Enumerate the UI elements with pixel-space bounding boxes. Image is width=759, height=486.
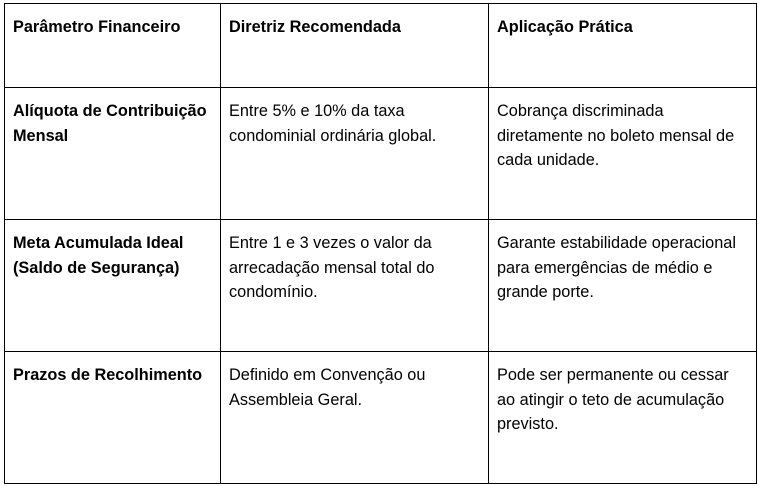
table-row [5, 352, 757, 484]
cell-parametro: Alíquota de Contribuição Mensal [5, 88, 221, 220]
cell-parametro: Meta Acumulada Ideal (Saldo de Segurança) [5, 220, 221, 352]
cell-diretriz: Entre 5% e 10% da taxa condominial ordinária global. [221, 88, 489, 220]
table-header-row [5, 4, 757, 88]
cell-aplicacao: Garante estabilidade operacional para emergências de médio e grande porte. [489, 220, 757, 352]
header-parametro-financeiro: Parâmetro Financeiro [5, 4, 221, 88]
financial-parameters-table-container [4, 3, 757, 484]
header-aplicacao-pratica: Aplicação Prática [489, 4, 757, 88]
cell-parametro: Prazos de Recolhimento [5, 352, 221, 484]
financial-parameters-table [4, 3, 757, 484]
cell-aplicacao: Cobrança discriminada diretamente no boleto mensal de cada unidade. [489, 88, 757, 220]
cell-diretriz: Definido em Convenção ou Assembleia Geral. [221, 352, 489, 484]
table-row [5, 88, 757, 220]
cell-aplicacao: Pode ser permanente ou cessar ao atingir o teto de acumulação previsto. [489, 352, 757, 484]
header-diretriz-recomendada: Diretriz Recomendada [221, 4, 489, 88]
cell-diretriz: Entre 1 e 3 vezes o valor da arrecadação mensal total do condomínio. [221, 220, 489, 352]
table-row [5, 220, 757, 352]
